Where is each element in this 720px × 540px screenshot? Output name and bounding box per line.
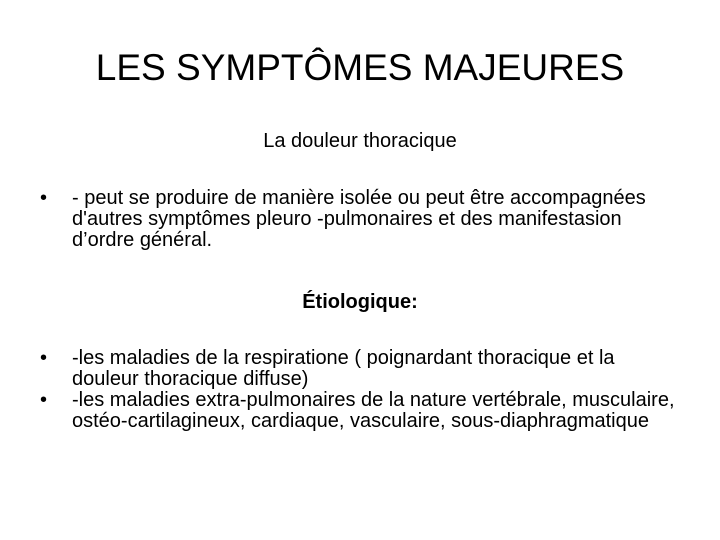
list-item [40,188,680,251]
bullet-text: -les maladies extra-pulmonaires de la nature vertébrale, musculaire, ostéo-cartilagineux, cardiaque, vasculaire, sous-diaphragmatique [72,389,675,432]
bullet-list-description [40,188,680,251]
bullet-text: - peut se produire de manière isolée ou peut être accompagnées d'autres symptômes pleuro -pulmonaires et des manifestasion d’ordre général. [72,187,646,251]
section-heading-pain: La douleur thoracique [263,130,457,152]
list-item [40,390,680,432]
bullet-marker: • [40,187,48,209]
bullet-list-etiology [40,348,680,432]
bullet-text: -les maladies de la respiratione ( poignardant thoracique et la douleur thoracique diffuse) [72,347,615,390]
slide-title: LES SYMPTÔMES MAJEURES [95,47,625,88]
list-item [40,348,680,390]
bullet-marker: • [40,389,48,411]
section-heading-etiology: Étiologique: [302,291,418,313]
bullet-marker: • [40,347,48,369]
